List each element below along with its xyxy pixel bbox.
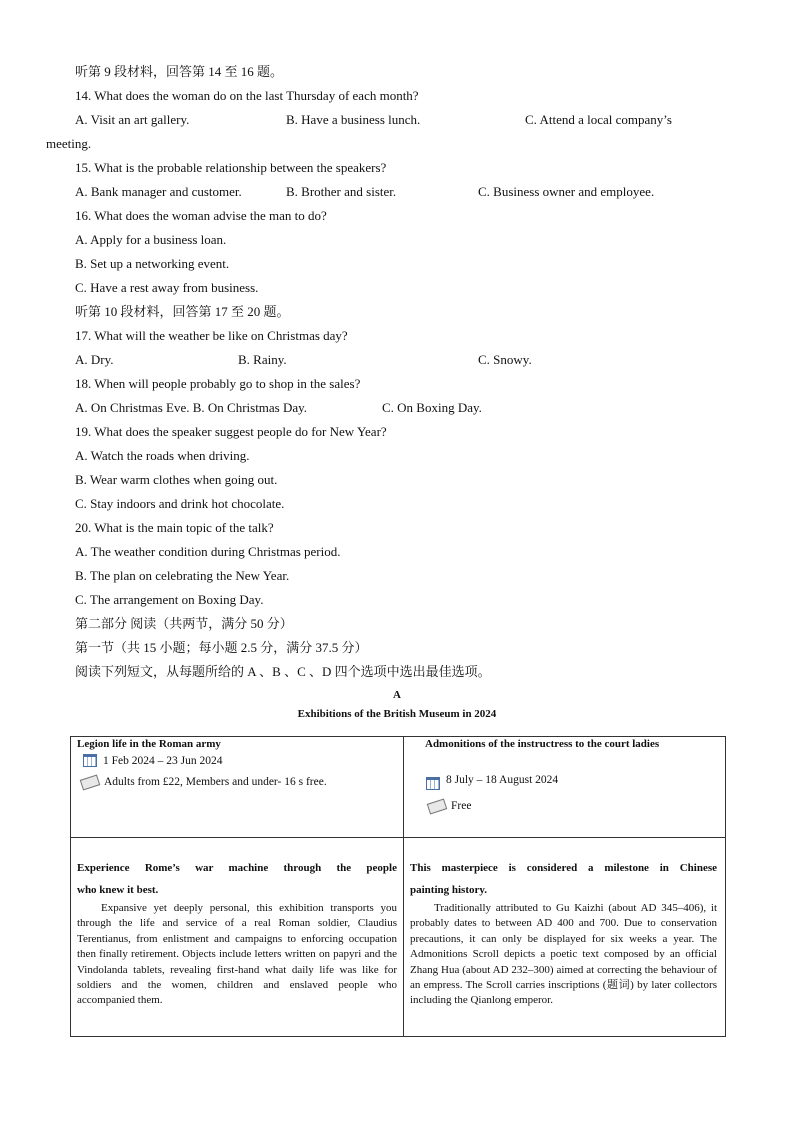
calendar-icon [83, 754, 97, 767]
section-intro-10: 听第 10 段材料，回答第 17 至 20 题。 [75, 304, 290, 319]
right-exhibit-title: Admonitions of the instructress to the court ladies [425, 738, 660, 750]
q14-option-b: B. Have a business lunch. [286, 112, 421, 127]
right-heading-line1: This masterpiece is considered a milestone in Chinese [410, 862, 717, 874]
reading-instruction: 阅读下列短文，从每题所给的 A 、B 、C 、D 四个选项中选出最佳选项。 [75, 664, 491, 679]
q20-option-c: C. The arrangement on Boxing Day. [75, 592, 264, 607]
table-divider [403, 736, 404, 1036]
q18-option-ab: A. On Christmas Eve. B. On Christmas Day. [75, 400, 308, 415]
q15-option-a: A. Bank manager and customer. [75, 184, 242, 199]
passage-title: Exhibitions of the British Museum in 2024 [297, 708, 497, 720]
right-exhibit-date [426, 769, 558, 790]
question-14: 14. What does the woman do on the last Thursday of each month? [75, 88, 419, 103]
right-date-text: 8 July – 18 August 2024 [446, 773, 559, 786]
passage-letter: A [393, 689, 401, 701]
q17-option-b: B. Rainy. [238, 352, 287, 367]
right-body-text: Traditionally attributed to Gu Kaizhi (about AD 345–406), it probably dates to between AD 400 and 700. Due to conservation precautions, it can only be displayed for six weeks a year. The Admonitions Scroll depicts a poetic text composed by an official Zhang Hua (about AD 232–300) aimed at correcting the behaviour of an empress. The Scroll carries inscriptions (题词) by later collectors including the Qianlong emperor. [410, 902, 717, 1007]
q17-option-c: C. Snowy. [478, 352, 532, 367]
section-intro-9: 听第 9 段材料，回答第 14 至 16 题。 [75, 64, 284, 79]
calendar-icon [426, 777, 440, 790]
q14-option-a: A. Visit an art gallery. [75, 112, 190, 127]
reading-part-heading: 第二部分 阅读（共两节，满分 50 分） [75, 616, 293, 631]
ticket-icon [427, 798, 448, 814]
q14-option-c-cont: meeting. [46, 136, 92, 151]
q16-option-c: C. Have a rest away from business. [75, 280, 259, 295]
left-price-text: Adults from £22, Members and under- 16 s free. [104, 776, 327, 788]
left-heading-line1: Experience Rome’s war machine through the people [77, 862, 397, 874]
question-18: 18. When will people probably go to shop in the sales? [75, 376, 361, 391]
q19-option-b: B. Wear warm clothes when going out. [75, 472, 278, 487]
q15-option-c: C. Business owner and employee. [478, 184, 655, 199]
ticket-icon [80, 774, 101, 790]
q20-option-a: A. The weather condition during Christmas period. [75, 544, 341, 559]
q20-option-b: B. The plan on celebrating the New Year. [75, 568, 290, 583]
q17-option-a: A. Dry. [75, 352, 114, 367]
left-exhibit-description [77, 857, 397, 1009]
right-heading-line2: painting history. [410, 884, 488, 896]
q16-option-b: B. Set up a networking event. [75, 256, 230, 271]
left-heading-line2: who knew it best. [77, 884, 159, 896]
q18-option-c: C. On Boxing Day. [382, 400, 482, 415]
question-16: 16. What does the woman advise the man to do? [75, 208, 327, 223]
question-19: 19. What does the speaker suggest people do for New Year? [75, 424, 387, 439]
q19-option-a: A. Watch the roads when driving. [75, 448, 250, 463]
question-17: 17. What will the weather be like on Christmas day? [75, 328, 348, 343]
q16-option-a: A. Apply for a business loan. [75, 232, 227, 247]
left-exhibit-price [81, 776, 327, 788]
left-exhibit-date [83, 754, 222, 767]
q19-option-c: C. Stay indoors and drink hot chocolate. [75, 496, 285, 511]
right-exhibit-price [428, 800, 471, 812]
q15-option-b: B. Brother and sister. [286, 184, 397, 199]
right-price-text: Free [451, 800, 472, 812]
left-exhibit-title: Legion life in the Roman army [77, 738, 221, 750]
left-date-text: 1 Feb 2024 – 23 Jun 2024 [103, 754, 223, 767]
right-exhibit-description [410, 857, 717, 1009]
question-20: 20. What is the main topic of the talk? [75, 520, 274, 535]
question-15: 15. What is the probable relationship between the speakers? [75, 160, 387, 175]
q14-option-c: C. Attend a local company’s [525, 112, 672, 127]
left-body-text: Expansive yet deeply personal, this exhibition transports you through the life and service of a real Roman soldier, Claudius Terentianus, from enlistment and campaigns to enforcing occupation then finally retirement. Objects include letters written on papyri and the Vindolanda tablets, revealing first-hand what daily life was like for soldiers and the women, children and enslaved people who accompanied them. [77, 902, 397, 1007]
reading-section-heading: 第一节（共 15 小题；每小题 2.5 分，满分 37.5 分） [75, 640, 368, 655]
